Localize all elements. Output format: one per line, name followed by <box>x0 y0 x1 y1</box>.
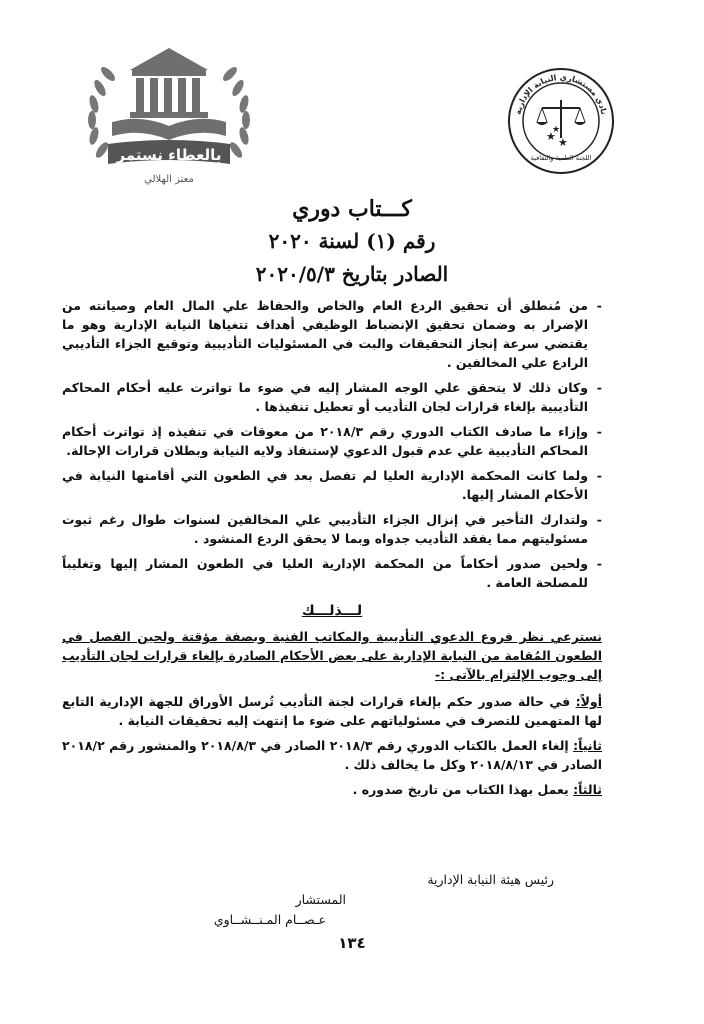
item-text: إلغاء العمل بالكتاب الدوري رقم ٢٠١٨/٣ الصادر في ٢٠١٨/٨/٣ والمنشور رقم ٢٠١٨/٢ الصادر في ٢٠١٨/٨/١٣ وكل ما يخالف ذلك . <box>62 738 602 772</box>
page-number: ١٣٤ <box>338 934 366 952</box>
preamble-item: - ولما كانت المحكمة الإدارية العليا لم تفصل بعد في الطعون التي أقامتها النيابة في الأحكام المشار إليها. <box>62 466 602 504</box>
right-logo <box>506 66 616 176</box>
item-label: أولاً: <box>575 694 602 709</box>
svg-text:بالعطاء نستمر: بالعطاء نستمر <box>116 146 222 164</box>
item-label: ثانياً: <box>573 738 602 753</box>
item-text: في حالة صدور حكم بإلغاء قرارات لجنة التأديب تُرسل الأوراق للجهة الإدارية التابع لها المتهمين للتصرف في مسئولياتهم على ضوء ما إنتهت إليه تحقيقات النيابة . <box>62 694 602 728</box>
preamble-item: - وكان ذلك لا يتحقق علي الوجه المشار إليه في ضوء ما تواترت عليه أحكام المحاكم التأديبية بإلغاء قرارات لجان التأديب أو تعطيل تنفيذها . <box>62 378 602 416</box>
preamble-item: - من مُنطلق أن تحقيق الردع العام والخاص والحفاظ علي المال العام وصيانته من الإضرار به وضمان تحقيق الإنضباط الوظيفي أهداف تتغياها النيابة الإدارية وهو ما يقتضي سرعة إنجاز التحقيقات والبت في المسئوليات التأديبية وتوقيع الجزاء التأديبي الرادع علي المخالفين . <box>62 296 602 372</box>
item-label: ثالثاً: <box>573 782 602 797</box>
signatory-name: عـصــام المـنــشــاوي <box>213 912 326 927</box>
svg-text:★: ★ <box>552 125 561 135</box>
preamble-item: - ولتدارك التأخير في إنزال الجزاء التأديبي علي المخالفين لسنوات طوال رغم ثبوت مسئوليتهم مما يفقد التأديب جدواه وبما لا يحقق الردع المنشود . <box>62 510 602 548</box>
decision-item-second <box>62 736 602 774</box>
temple-book-laurel-icon <box>78 40 260 190</box>
preamble-list <box>62 296 602 592</box>
signatory-title: رئيس هيئة النيابة الإدارية <box>427 872 554 887</box>
svg-text:معتز الهلالي: معتز الهلالي <box>144 174 194 185</box>
document-body <box>62 296 602 805</box>
decision-paragraph: نسترعي نظر فروع الدعوي التأديبية والمكاتب الفنية وبصفة مؤقتة ولحين الفصل في الطعون المُقامة من النيابة الإدارية على بعض الأحكام الصادرة بإلغاء قرارات لجان التأديب إلى وجوب الإلتزام بالآتى :- <box>62 629 602 682</box>
decision-item-first <box>62 692 602 730</box>
document-number: رقم (١) لسنة ٢٠٢٠ <box>268 229 436 253</box>
svg-text:نادي مستشاري النيابة الإدارية: نادي مستشاري النيابة الإدارية <box>513 72 609 116</box>
document-date: الصادر بتاريخ ٢٠٢٠/٥/٣ <box>255 262 449 286</box>
item-text: يعمل بهذا الكتاب من تاريخ صدوره . <box>352 782 574 797</box>
scales-stars-seal-icon <box>506 66 616 176</box>
left-logo <box>78 40 260 190</box>
svg-text:★: ★ <box>558 136 568 149</box>
document-type-title: كـــتاب دوري <box>292 196 412 222</box>
signatory-rank: المستشار <box>295 892 346 907</box>
decision-item-third <box>62 780 602 799</box>
svg-text:اللجنة العلمية والثقافية: اللجنة العلمية والثقافية <box>530 154 592 162</box>
preamble-item: - وإزاء ما صادف الكتاب الدوري رقم ٢٠١٨/٣ من معوقات في تنفيذه إذ تواترت أحكام المحاكم التأديبية علي عدم قبول الدعوي لإستنفاذ ولايه النيابة وبطلان قرارات الإحالة. <box>62 422 602 460</box>
preamble-item: - ولحين صدور أحكاماً من المحكمة الإدارية العليا في الطعون المشار إليها وتغليباً للمصلحة العامة . <box>62 554 602 592</box>
svg-text:★: ★ <box>546 130 556 143</box>
therefore-heading: لـــذلـــك <box>301 603 363 619</box>
